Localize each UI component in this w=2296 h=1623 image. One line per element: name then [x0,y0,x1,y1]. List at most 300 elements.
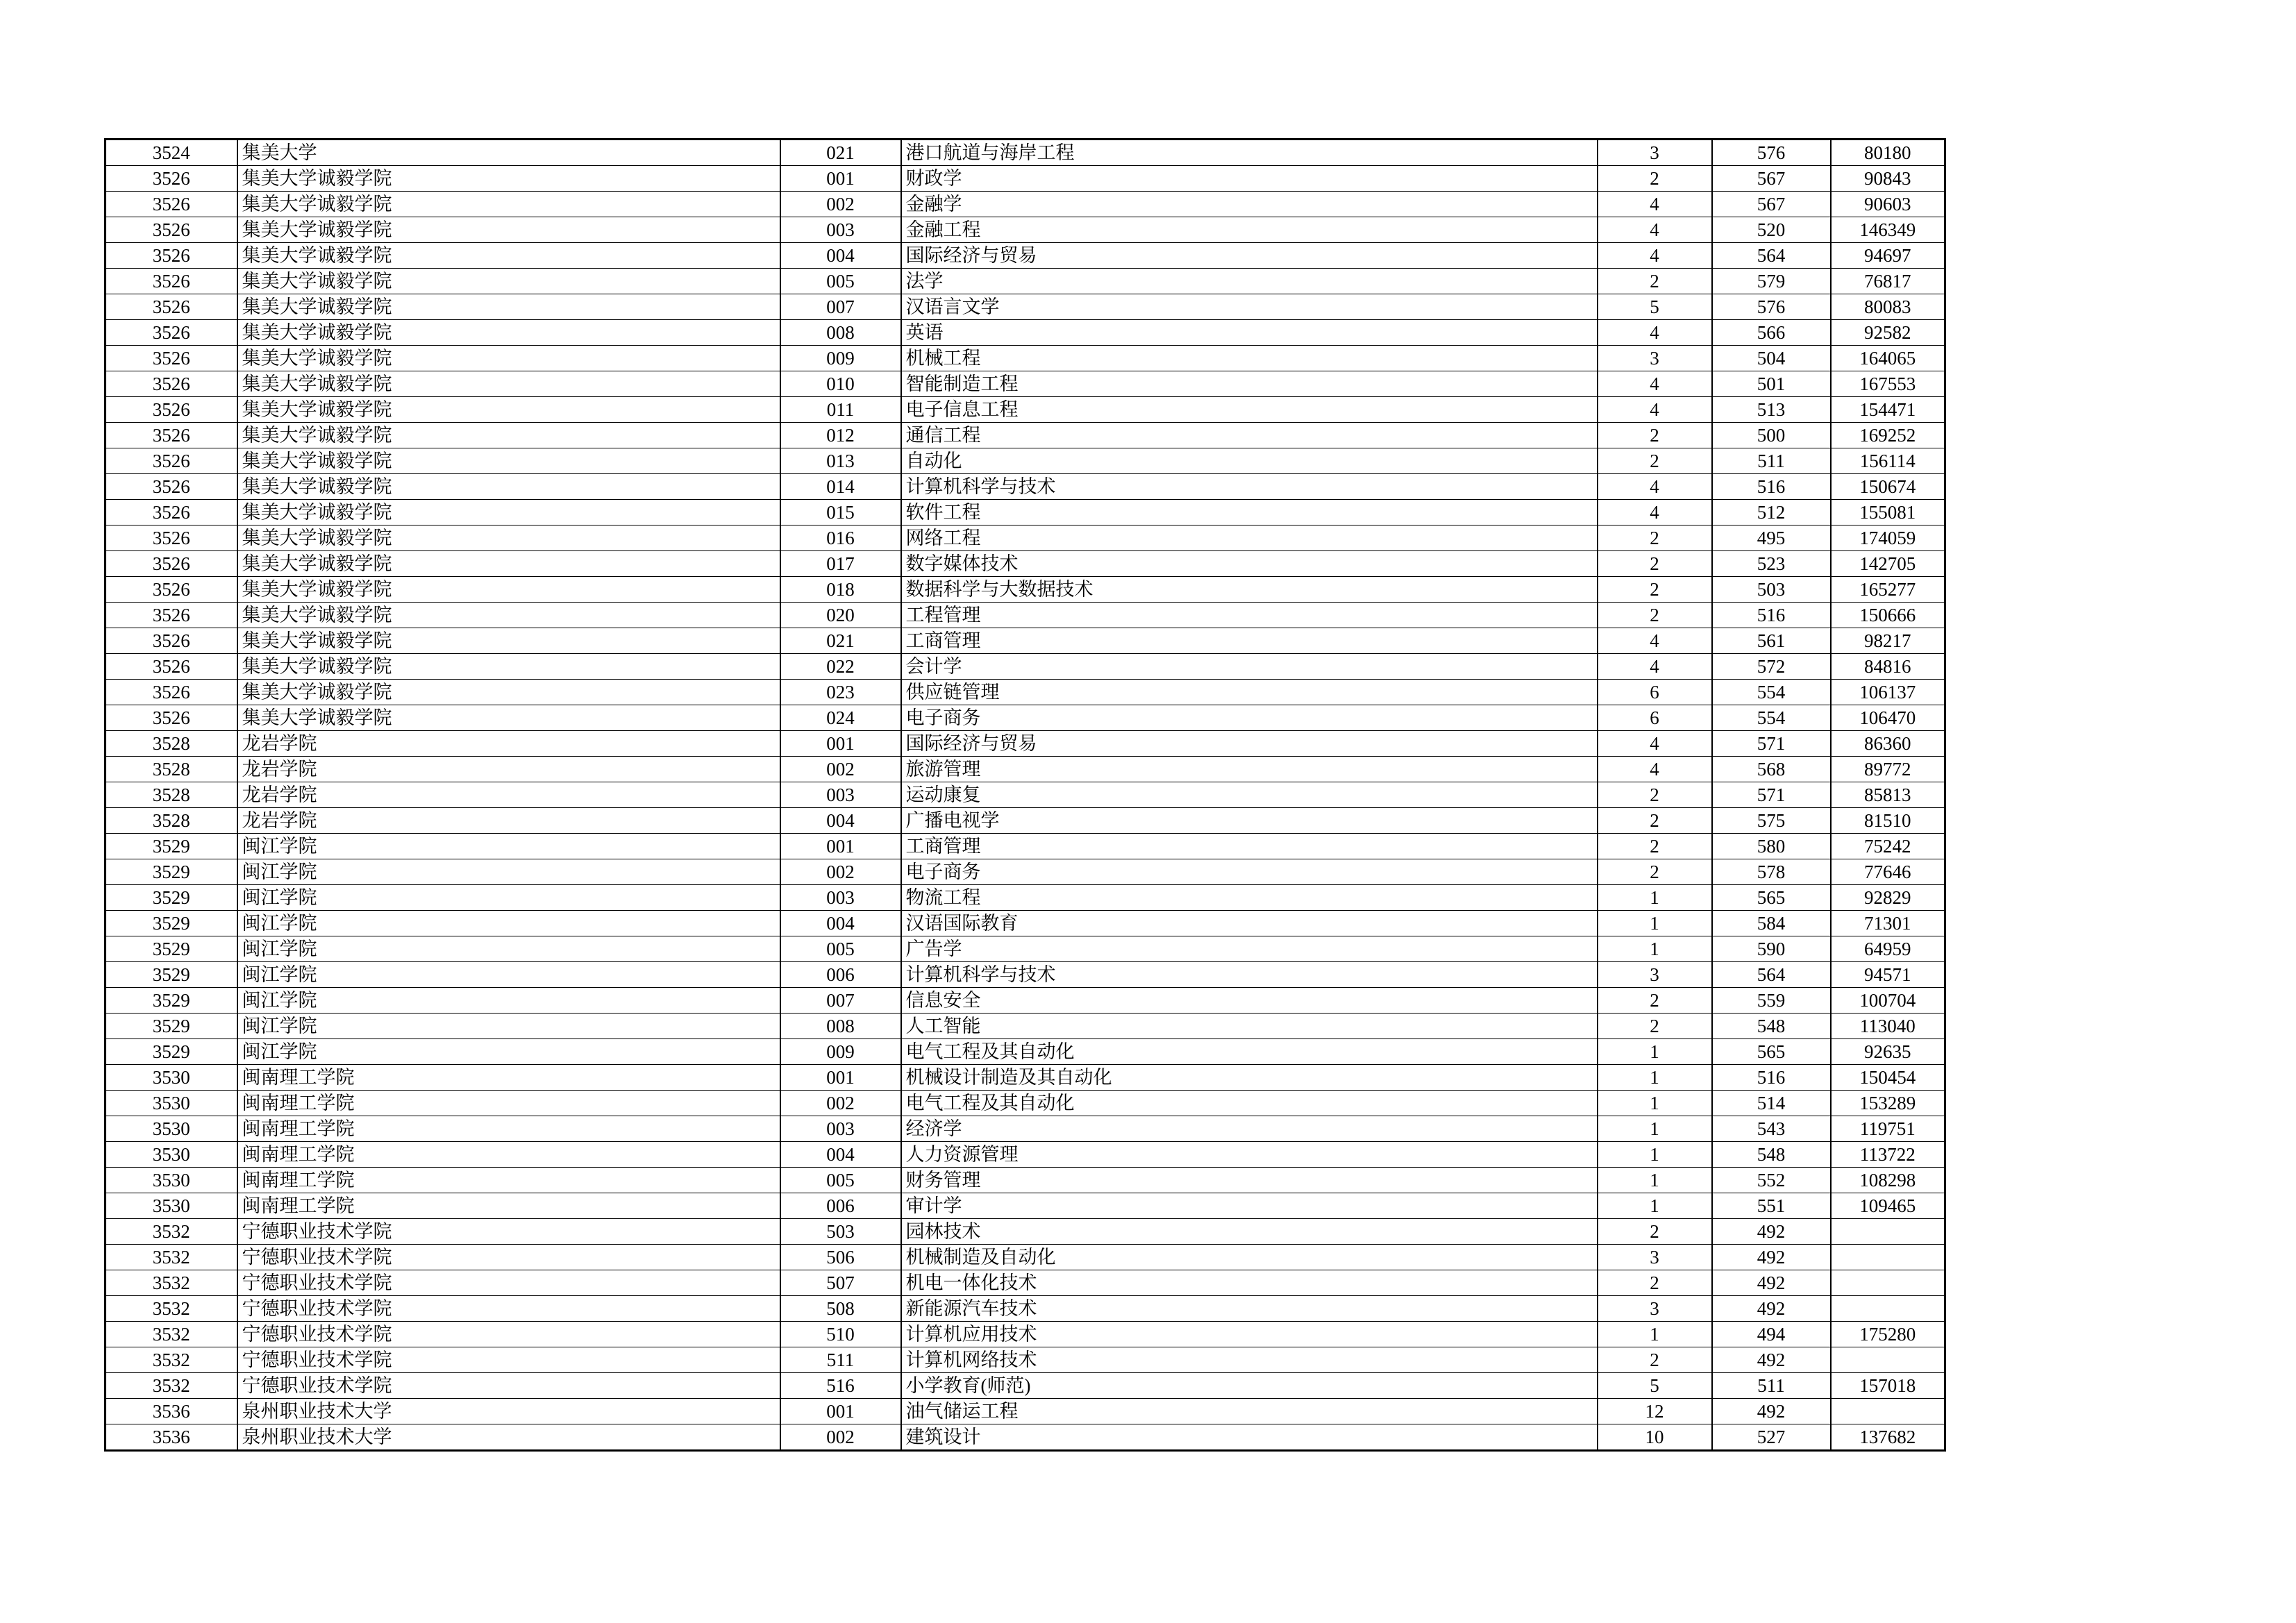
school-code-cell: 3529 [106,988,237,1014]
major-code-cell: 511 [780,1347,901,1373]
school-name-cell: 集美大学诚毅学院 [237,423,780,448]
min-score-cell: 523 [1712,551,1831,577]
min-score-cell: 571 [1712,782,1831,808]
min-score-cell: 575 [1712,808,1831,834]
min-score-cell: 492 [1712,1270,1831,1296]
school-code-cell: 3536 [106,1424,237,1451]
school-code-cell: 3530 [106,1116,237,1142]
min-score-cell: 504 [1712,346,1831,371]
major-code-cell: 002 [780,757,901,782]
school-name-cell: 集美大学诚毅学院 [237,217,780,243]
plan-count-cell: 2 [1598,1219,1712,1245]
table-row [106,166,1945,192]
min-score-cell: 566 [1712,320,1831,346]
school-name-cell: 集美大学诚毅学院 [237,628,780,654]
min-score-cell: 500 [1712,423,1831,448]
min-score-cell: 512 [1712,500,1831,525]
school-name-cell: 宁德职业技术学院 [237,1270,780,1296]
major-code-cell: 022 [780,654,901,680]
major-code-cell: 001 [780,166,901,192]
school-name-cell: 集美大学诚毅学院 [237,397,780,423]
major-code-cell: 021 [780,628,901,654]
plan-count-cell: 2 [1598,782,1712,808]
table-row [106,1168,1945,1193]
min-score-cell: 511 [1712,1373,1831,1399]
min-score-cell: 495 [1712,525,1831,551]
min-rank-cell: 153289 [1831,1091,1945,1116]
min-score-cell: 548 [1712,1014,1831,1039]
table-row [106,1245,1945,1270]
min-score-cell: 590 [1712,936,1831,962]
min-score-cell: 492 [1712,1245,1831,1270]
table-row [106,988,1945,1014]
table-row [106,936,1945,962]
school-code-cell: 3530 [106,1142,237,1168]
table-row [106,1347,1945,1373]
min-rank-cell: 150666 [1831,603,1945,628]
major-name-cell: 会计学 [901,654,1598,680]
school-code-cell: 3529 [106,962,237,988]
major-code-cell: 005 [780,936,901,962]
min-rank-cell [1831,1296,1945,1322]
plan-count-cell: 2 [1598,577,1712,603]
major-code-cell: 008 [780,1014,901,1039]
min-rank-cell: 106470 [1831,705,1945,731]
min-score-cell: 567 [1712,166,1831,192]
min-rank-cell: 164065 [1831,346,1945,371]
major-name-cell: 经济学 [901,1116,1598,1142]
school-name-cell: 龙岩学院 [237,782,780,808]
school-name-cell: 集美大学 [237,140,780,166]
major-name-cell: 财政学 [901,166,1598,192]
min-score-cell: 576 [1712,294,1831,320]
school-code-cell: 3529 [106,911,237,936]
school-name-cell: 集美大学诚毅学院 [237,500,780,525]
major-code-cell: 510 [780,1322,901,1347]
school-name-cell: 集美大学诚毅学院 [237,654,780,680]
min-rank-cell: 175280 [1831,1322,1945,1347]
min-score-cell: 494 [1712,1322,1831,1347]
min-score-cell: 568 [1712,757,1831,782]
major-code-cell: 516 [780,1373,901,1399]
major-name-cell: 汉语国际教育 [901,911,1598,936]
table-row [106,320,1945,346]
plan-count-cell: 1 [1598,1065,1712,1091]
school-code-cell: 3526 [106,448,237,474]
min-score-cell: 551 [1712,1193,1831,1219]
major-name-cell: 英语 [901,320,1598,346]
school-code-cell: 3530 [106,1091,237,1116]
school-code-cell: 3526 [106,423,237,448]
school-name-cell: 龙岩学院 [237,808,780,834]
school-name-cell: 闽江学院 [237,1014,780,1039]
school-name-cell: 闽江学院 [237,988,780,1014]
major-code-cell: 507 [780,1270,901,1296]
table-row [106,1399,1945,1424]
school-code-cell: 3526 [106,577,237,603]
school-name-cell: 宁德职业技术学院 [237,1373,780,1399]
school-name-cell: 宁德职业技术学院 [237,1296,780,1322]
school-name-cell: 闽南理工学院 [237,1168,780,1193]
table-row [106,705,1945,731]
school-code-cell: 3526 [106,371,237,397]
plan-count-cell: 2 [1598,834,1712,859]
table-row [106,525,1945,551]
plan-count-cell: 2 [1598,551,1712,577]
major-name-cell: 电子商务 [901,859,1598,885]
table-row [106,448,1945,474]
min-rank-cell: 150674 [1831,474,1945,500]
major-code-cell: 020 [780,603,901,628]
plan-count-cell: 1 [1598,1193,1712,1219]
table-row [106,269,1945,294]
table-row [106,1116,1945,1142]
major-code-cell: 001 [780,834,901,859]
plan-count-cell: 2 [1598,448,1712,474]
min-rank-cell: 94697 [1831,243,1945,269]
table-row [106,243,1945,269]
table-row [106,603,1945,628]
plan-count-cell: 1 [1598,1091,1712,1116]
school-name-cell: 宁德职业技术学院 [237,1219,780,1245]
table-row [106,1065,1945,1091]
school-name-cell: 泉州职业技术大学 [237,1424,780,1451]
plan-count-cell: 4 [1598,217,1712,243]
table-row [106,1219,1945,1245]
plan-count-cell: 1 [1598,1322,1712,1347]
table-row [106,294,1945,320]
major-name-cell: 物流工程 [901,885,1598,911]
major-name-cell: 自动化 [901,448,1598,474]
major-name-cell: 广告学 [901,936,1598,962]
plan-count-cell: 4 [1598,243,1712,269]
school-code-cell: 3532 [106,1270,237,1296]
school-code-cell: 3526 [106,269,237,294]
school-code-cell: 3532 [106,1322,237,1347]
plan-count-cell: 1 [1598,1142,1712,1168]
plan-count-cell: 2 [1598,603,1712,628]
min-rank-cell: 81510 [1831,808,1945,834]
table-row [106,885,1945,911]
major-name-cell: 机械设计制造及其自动化 [901,1065,1598,1091]
min-rank-cell: 167553 [1831,371,1945,397]
school-name-cell: 龙岩学院 [237,731,780,757]
school-code-cell: 3524 [106,140,237,166]
min-rank-cell: 98217 [1831,628,1945,654]
major-name-cell: 智能制造工程 [901,371,1598,397]
major-code-cell: 002 [780,1424,901,1451]
major-code-cell: 007 [780,294,901,320]
major-code-cell: 005 [780,269,901,294]
major-code-cell: 002 [780,1091,901,1116]
plan-count-cell: 4 [1598,500,1712,525]
school-name-cell: 集美大学诚毅学院 [237,603,780,628]
plan-count-cell: 2 [1598,1014,1712,1039]
min-rank-cell: 86360 [1831,731,1945,757]
school-code-cell: 3526 [106,346,237,371]
table-row [106,654,1945,680]
school-code-cell: 3529 [106,1014,237,1039]
school-code-cell: 3526 [106,320,237,346]
table-row [106,731,1945,757]
min-rank-cell: 113722 [1831,1142,1945,1168]
min-score-cell: 513 [1712,397,1831,423]
plan-count-cell: 2 [1598,269,1712,294]
table-row [106,474,1945,500]
table-row [106,217,1945,243]
plan-count-cell: 6 [1598,705,1712,731]
school-name-cell: 闽江学院 [237,936,780,962]
school-code-cell: 3536 [106,1399,237,1424]
school-code-cell: 3528 [106,757,237,782]
major-code-cell: 017 [780,551,901,577]
school-name-cell: 闽江学院 [237,834,780,859]
min-score-cell: 579 [1712,269,1831,294]
min-rank-cell: 92635 [1831,1039,1945,1065]
major-code-cell: 004 [780,808,901,834]
school-code-cell: 3526 [106,217,237,243]
major-name-cell: 数字媒体技术 [901,551,1598,577]
major-code-cell: 007 [780,988,901,1014]
plan-count-cell: 4 [1598,628,1712,654]
plan-count-cell: 12 [1598,1399,1712,1424]
major-name-cell: 港口航道与海岸工程 [901,140,1598,166]
table-body [106,140,1945,1451]
table-row [106,680,1945,705]
school-name-cell: 集美大学诚毅学院 [237,680,780,705]
major-code-cell: 023 [780,680,901,705]
min-rank-cell: 80180 [1831,140,1945,166]
major-name-cell: 国际经济与贸易 [901,243,1598,269]
major-name-cell: 广播电视学 [901,808,1598,834]
school-code-cell: 3526 [106,628,237,654]
plan-count-cell: 4 [1598,757,1712,782]
school-name-cell: 集美大学诚毅学院 [237,474,780,500]
table-row [106,551,1945,577]
table-row [106,192,1945,217]
school-name-cell: 集美大学诚毅学院 [237,166,780,192]
major-code-cell: 004 [780,243,901,269]
major-code-cell: 012 [780,423,901,448]
school-name-cell: 宁德职业技术学院 [237,1322,780,1347]
plan-count-cell: 4 [1598,397,1712,423]
table-row [106,1373,1945,1399]
min-rank-cell: 89772 [1831,757,1945,782]
major-name-cell: 网络工程 [901,525,1598,551]
major-name-cell: 人工智能 [901,1014,1598,1039]
major-code-cell: 003 [780,217,901,243]
school-name-cell: 龙岩学院 [237,757,780,782]
min-rank-cell: 100704 [1831,988,1945,1014]
major-code-cell: 011 [780,397,901,423]
min-score-cell: 572 [1712,654,1831,680]
school-name-cell: 集美大学诚毅学院 [237,346,780,371]
school-name-cell: 集美大学诚毅学院 [237,192,780,217]
school-name-cell: 闽南理工学院 [237,1116,780,1142]
table-row [106,782,1945,808]
school-code-cell: 3529 [106,936,237,962]
plan-count-cell: 2 [1598,1270,1712,1296]
table-row [106,1322,1945,1347]
table-row [106,1142,1945,1168]
major-code-cell: 005 [780,1168,901,1193]
min-rank-cell: 75242 [1831,834,1945,859]
major-code-cell: 003 [780,782,901,808]
min-rank-cell [1831,1245,1945,1270]
school-name-cell: 宁德职业技术学院 [237,1347,780,1373]
major-name-cell: 法学 [901,269,1598,294]
school-code-cell: 3526 [106,603,237,628]
major-code-cell: 001 [780,731,901,757]
school-code-cell: 3529 [106,1039,237,1065]
major-code-cell: 503 [780,1219,901,1245]
min-rank-cell: 146349 [1831,217,1945,243]
school-name-cell: 闽江学院 [237,962,780,988]
table-row [106,1296,1945,1322]
major-name-cell: 国际经济与贸易 [901,731,1598,757]
school-code-cell: 3526 [106,500,237,525]
admission-score-table [104,138,1946,1452]
school-name-cell: 集美大学诚毅学院 [237,551,780,577]
plan-count-cell: 1 [1598,885,1712,911]
min-score-cell: 492 [1712,1219,1831,1245]
table-row [106,1424,1945,1451]
table-row [106,757,1945,782]
major-code-cell: 015 [780,500,901,525]
major-name-cell: 计算机网络技术 [901,1347,1598,1373]
min-score-cell: 543 [1712,1116,1831,1142]
major-name-cell: 电气工程及其自动化 [901,1039,1598,1065]
major-code-cell: 001 [780,1399,901,1424]
plan-count-cell: 10 [1598,1424,1712,1451]
min-rank-cell: 169252 [1831,423,1945,448]
major-name-cell: 机械制造及自动化 [901,1245,1598,1270]
major-code-cell: 010 [780,371,901,397]
min-rank-cell: 142705 [1831,551,1945,577]
min-rank-cell: 108298 [1831,1168,1945,1193]
school-name-cell: 集美大学诚毅学院 [237,243,780,269]
plan-count-cell: 1 [1598,936,1712,962]
table-row [106,834,1945,859]
table-row [106,577,1945,603]
min-rank-cell: 94571 [1831,962,1945,988]
table-row [106,808,1945,834]
major-code-cell: 024 [780,705,901,731]
table-row [106,1039,1945,1065]
school-code-cell: 3526 [106,551,237,577]
major-code-cell: 004 [780,911,901,936]
min-rank-cell [1831,1219,1945,1245]
school-name-cell: 闽南理工学院 [237,1193,780,1219]
school-name-cell: 宁德职业技术学院 [237,1245,780,1270]
school-name-cell: 集美大学诚毅学院 [237,269,780,294]
plan-count-cell: 1 [1598,1168,1712,1193]
major-name-cell: 电气工程及其自动化 [901,1091,1598,1116]
school-code-cell: 3530 [106,1065,237,1091]
school-code-cell: 3526 [106,474,237,500]
min-rank-cell: 64959 [1831,936,1945,962]
plan-count-cell: 2 [1598,808,1712,834]
major-name-cell: 计算机科学与技术 [901,474,1598,500]
plan-count-cell: 3 [1598,140,1712,166]
min-rank-cell: 77646 [1831,859,1945,885]
major-name-cell: 电子信息工程 [901,397,1598,423]
major-code-cell: 018 [780,577,901,603]
plan-count-cell: 5 [1598,1373,1712,1399]
school-code-cell: 3526 [106,705,237,731]
major-code-cell: 008 [780,320,901,346]
major-name-cell: 汉语言文学 [901,294,1598,320]
school-name-cell: 闽江学院 [237,885,780,911]
table-row [106,1014,1945,1039]
min-score-cell: 564 [1712,243,1831,269]
school-name-cell: 集美大学诚毅学院 [237,577,780,603]
major-name-cell: 工程管理 [901,603,1598,628]
major-name-cell: 新能源汽车技术 [901,1296,1598,1322]
min-rank-cell [1831,1270,1945,1296]
min-rank-cell: 76817 [1831,269,1945,294]
min-score-cell: 561 [1712,628,1831,654]
min-rank-cell: 119751 [1831,1116,1945,1142]
major-code-cell: 009 [780,1039,901,1065]
plan-count-cell: 2 [1598,988,1712,1014]
table-row [106,423,1945,448]
min-rank-cell: 84816 [1831,654,1945,680]
major-name-cell: 旅游管理 [901,757,1598,782]
min-score-cell: 527 [1712,1424,1831,1451]
min-score-cell: 565 [1712,1039,1831,1065]
school-code-cell: 3532 [106,1245,237,1270]
school-name-cell: 泉州职业技术大学 [237,1399,780,1424]
school-name-cell: 集美大学诚毅学院 [237,525,780,551]
min-score-cell: 501 [1712,371,1831,397]
table-row [106,140,1945,166]
min-rank-cell: 157018 [1831,1373,1945,1399]
table-row [106,1270,1945,1296]
major-code-cell: 506 [780,1245,901,1270]
major-name-cell: 金融学 [901,192,1598,217]
school-code-cell: 3526 [106,166,237,192]
school-code-cell: 3526 [106,294,237,320]
major-code-cell: 021 [780,140,901,166]
school-name-cell: 集美大学诚毅学院 [237,705,780,731]
plan-count-cell: 4 [1598,731,1712,757]
min-score-cell: 580 [1712,834,1831,859]
school-code-cell: 3530 [106,1193,237,1219]
major-code-cell: 013 [780,448,901,474]
school-code-cell: 3528 [106,731,237,757]
min-score-cell: 564 [1712,962,1831,988]
major-name-cell: 通信工程 [901,423,1598,448]
school-name-cell: 集美大学诚毅学院 [237,294,780,320]
min-rank-cell: 155081 [1831,500,1945,525]
plan-count-cell: 4 [1598,320,1712,346]
major-name-cell: 电子商务 [901,705,1598,731]
plan-count-cell: 2 [1598,166,1712,192]
min-score-cell: 559 [1712,988,1831,1014]
plan-count-cell: 2 [1598,423,1712,448]
table-row [106,397,1945,423]
table-row [106,346,1945,371]
table-row [106,371,1945,397]
school-code-cell: 3526 [106,680,237,705]
min-rank-cell: 90603 [1831,192,1945,217]
plan-count-cell: 4 [1598,654,1712,680]
plan-count-cell: 5 [1598,294,1712,320]
major-name-cell: 人力资源管理 [901,1142,1598,1168]
plan-count-cell: 3 [1598,1245,1712,1270]
major-code-cell: 014 [780,474,901,500]
